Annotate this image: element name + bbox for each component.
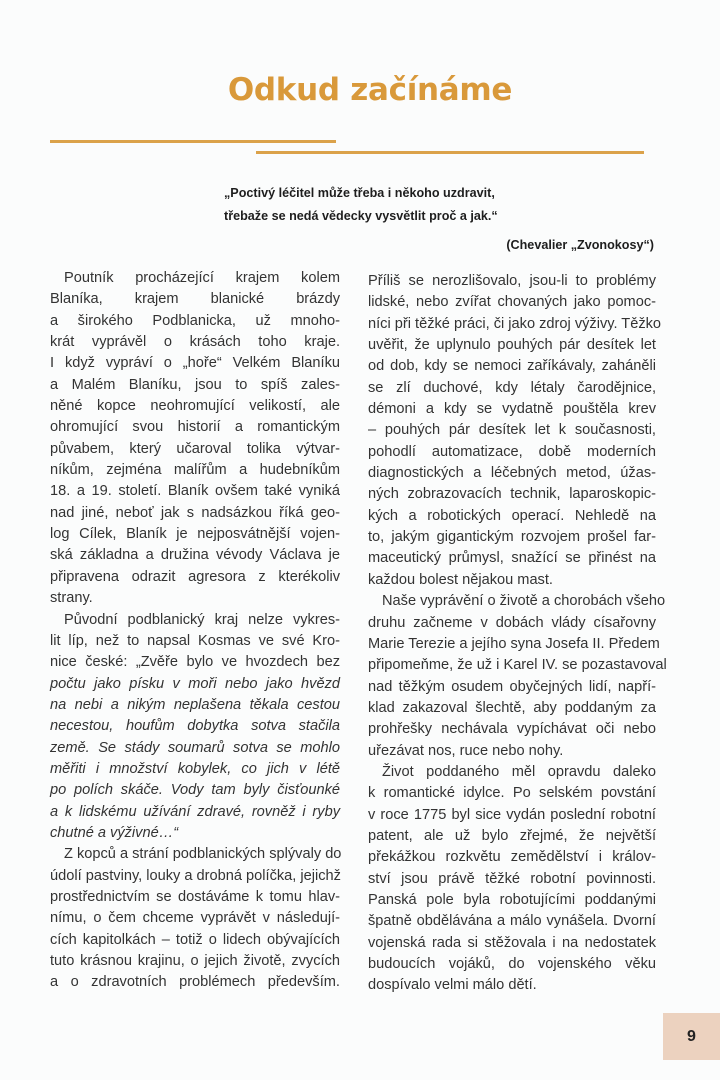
quote-line: a k lidskému užívání zdravé, rovněž i ryby [50, 803, 340, 820]
text-line: a Malém Blaníku, jsou to spíš zales- [50, 376, 340, 393]
text-line: kých a robotických operací. Nehledě na [368, 507, 656, 524]
epigraph-line: „Poctivý léčitel může třeba i někoho uzdravit, [224, 186, 495, 200]
text-line: Z kopců a strání podblanických splývaly do [64, 846, 342, 863]
text-line: to, jakým gigantickým rozvojem prošel far- [368, 529, 656, 546]
text-line: nímu, o čem chceme vyprávět v následují- [50, 910, 340, 927]
text-line: démoni a kdy se vydatně pouštěla krev [368, 401, 656, 418]
text-line: od dob, kdy se nemoci zaříkávaly, zaháněli [368, 358, 656, 375]
text-line: Příliš se nerozlišovalo, jsou-li to problémy [368, 273, 656, 289]
text-line: prostřednictvím se dostáváme k tomu hlav- [50, 888, 340, 905]
text-line: maceutický průmysl, snažící se přinést na [368, 550, 656, 567]
page-number: 9 [663, 1013, 720, 1060]
text-line: vojenská rada si stěžovala i na nedostatek [368, 934, 656, 951]
text-line: nad těžkým osudem obyčejných lidí, napří- [368, 678, 656, 695]
text-line: lidské, nebo zvířat chovaných jako pomoc- [368, 294, 656, 311]
text-line: se zlí duchové, kdy létaly čarodějnice, [368, 379, 656, 396]
text-line: Marie Terezie a jejího syna Josefa II. Předem [368, 635, 660, 652]
text-line: – pouhých pár desítek let k současnosti, [368, 422, 656, 439]
epigraph-attribution: (Chevalier „Zvonokosy“) [506, 238, 654, 252]
text-line: diagnostických a léčebných metod, úžas- [368, 465, 656, 482]
text-line: lit líp, než to napsal Kosmas ve své Kro- [50, 632, 340, 649]
quote-line: země. Se stády soumarů sotva se mohlo [50, 739, 340, 756]
text-line: ská základna a družina vévody Václava je [50, 547, 340, 564]
text-line: strany. [50, 590, 93, 607]
quote-line: po polích skáče. Vody tam byly čisťounké [50, 782, 340, 799]
text-line: I když vypráví o „hoře“ Velkém Blaníku [50, 355, 340, 372]
text-line: překážkou rozkvětu zemědělství i králov- [368, 849, 656, 866]
text-line: údolí pastviny, louky a drobná políčka, jejichž [50, 867, 341, 884]
text-line: ohromující svou historií a romantickým [50, 419, 340, 436]
right-text-column [368, 271, 667, 997]
text-line: Původní podblanický kraj nelze vykres- [64, 611, 340, 628]
text-line: a o zdravotních problémech především. [50, 974, 340, 991]
text-line: níkům, zejména malířům a hudebníkům [50, 462, 340, 479]
text-line: Blaníka, krajem blanické brázdy [50, 291, 340, 308]
text-line: a širokého Podblanicka, už mnoho- [50, 312, 340, 329]
text-line: nice české: „Zvěře bylo ve hvozdech bez [50, 654, 340, 671]
text-line: Život poddaného měl opravdu daleko [382, 763, 656, 780]
text-line: níci při těžké práci, či jako zdroj výživy. Těžko [368, 315, 662, 332]
text-line: Panská pole byla robotujícími poddanými [368, 891, 656, 908]
text-line: Poutník procházející krajem kolem [64, 270, 340, 286]
text-line: ství jsou právě těžké robotní povinnosti. [368, 870, 656, 887]
text-line: prohřešky nechávala vypíchávat oči nebo [368, 721, 656, 738]
epigraph-line: třebaže se nedá vědecky vysvětlit proč a jak.“ [224, 209, 498, 223]
quote-line: měřiti i množství kobylek, co jich v létě [50, 760, 340, 777]
text-line: ných zobrazovacích technik, laparoskopic- [368, 486, 656, 503]
text-line: 18. a 19. století. Blaník ovšem také vyniká [50, 483, 340, 500]
text-line: připravena odrazit agresora z kterékoliv [50, 568, 340, 585]
text-line: cích kapitolkách – totiž o lidech obývajících [50, 931, 340, 948]
quote-line: necestou, houfům dobytka sotva stačila [50, 718, 340, 735]
left-text-column [50, 268, 340, 994]
page-title: Odkud začínáme [227, 72, 513, 108]
text-line: k romantické idylce. Po selském povstání [368, 785, 656, 802]
text-line: v roce 1775 byl sice vydán poslední robotní [368, 806, 656, 823]
text-line: nad jiné, neboť jak s nadsázkou říká geo- [50, 504, 340, 521]
text-line: uřezávat nos, ruce nebo nohy. [368, 742, 564, 759]
text-line: druhu začneme v dobách vlády císařovny [368, 614, 656, 631]
text-line: uvěřit, že uplynulo pouhých pár desítek let [368, 337, 656, 354]
text-line: tuto krásnou krajinu, o jejich životě, zvycích [50, 953, 340, 969]
text-line: špatně obdělávána a málo vynášela. Dvorní [368, 913, 656, 930]
text-line: připomeňme, že už i Karel IV. se pozastavoval [368, 657, 667, 674]
quote-line: počtu jako písku v moři nebo jako hvězd [50, 675, 340, 692]
decorative-rule-lower [256, 151, 644, 154]
quote-line: chutné a výživné…“ [50, 824, 179, 841]
text-line: pohodlí automatizace, době moderních [368, 443, 656, 460]
text-line: něné kopce neohromující velikostí, ale [50, 398, 340, 415]
text-line: každou bolest nějakou mast. [368, 571, 553, 588]
text-line: dospívalo velmi málo dětí. [368, 977, 537, 994]
text-line: log Cílek, Blaník je nejposvátnější vojen- [50, 526, 340, 543]
text-line: patent, ale už bylo zřejmé, že největší [368, 827, 656, 844]
epigraph [224, 182, 664, 257]
text-line: Naše vyprávění o životě a chorobách všeho [382, 593, 666, 610]
text-line: krát vyprávěl o krásách toho kraje. [50, 334, 340, 351]
text-line: půvabem, který učaroval tolika výtvar- [50, 440, 340, 457]
quote-line: na nebi a nikým neplašena těkala cestou [50, 696, 340, 713]
text-line: klad zakazoval šlechtě, aby poddaným za [368, 699, 656, 716]
text-line: budoucích vojáků, do vojenského věku [368, 956, 656, 972]
decorative-rule-upper [50, 140, 336, 143]
